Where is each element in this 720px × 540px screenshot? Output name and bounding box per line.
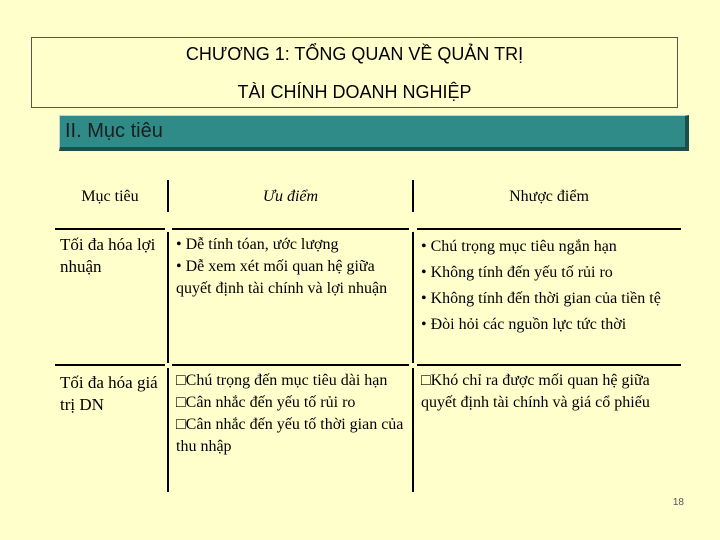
title-box: [31, 37, 678, 108]
column-divider: [167, 368, 169, 492]
column-divider: [412, 368, 414, 492]
row-divider: [55, 364, 165, 366]
row-pros-value: □Chú trọng đến mục tiêu dài hạn □Cân nhắc đến yếu tố rủi ro □Cân nhắc đến yếu tố thời gian của thu nhập: [176, 372, 404, 455]
row-cons-value: □Khó chỉ ra được mối quan hệ giữa quyết định tài chính và giá cổ phiếu: [421, 372, 650, 411]
title-line-2: TÀI CHÍNH DOANH NGHIỆP: [237, 82, 472, 102]
column-divider: [167, 232, 169, 363]
column-divider: [412, 180, 414, 212]
row-divider: [417, 364, 681, 366]
row-divider: [417, 228, 681, 230]
row-pros-profit: • Dễ tính tóan, ước lượng • Dễ xem xét mối quan hệ giữa quyết định tài chính và lợi nhuận: [176, 236, 388, 297]
row-goal-value: Tối đa hóa giá trị DN: [60, 373, 158, 414]
row-cons-profit: • Chú trọng mục tiêu ngắn hạn • Không tính đến yếu tố rủi ro • Không tính đến thời gian của tiền tệ • Đòi hỏi các nguồn lực tức thời: [421, 238, 661, 333]
row-divider: [172, 364, 409, 366]
header-disadvantages: Nhược điểm: [509, 188, 589, 205]
header-goal: Mục tiêu: [81, 188, 139, 205]
column-divider: [167, 180, 169, 212]
section-heading-bar: [59, 115, 689, 151]
header-advantages: Ưu điểm: [262, 188, 319, 205]
row-divider: [172, 228, 409, 230]
row-divider: [55, 228, 165, 230]
section-heading: II. Mục tiêu: [65, 120, 163, 142]
row-goal-profit: Tối đa hóa lợi nhuận: [60, 235, 156, 276]
column-divider: [412, 232, 414, 363]
page-number: 18: [672, 497, 684, 508]
title-line-1: CHƯƠNG 1: TỔNG QUAN VỀ QUẢN TRỊ: [185, 44, 524, 64]
